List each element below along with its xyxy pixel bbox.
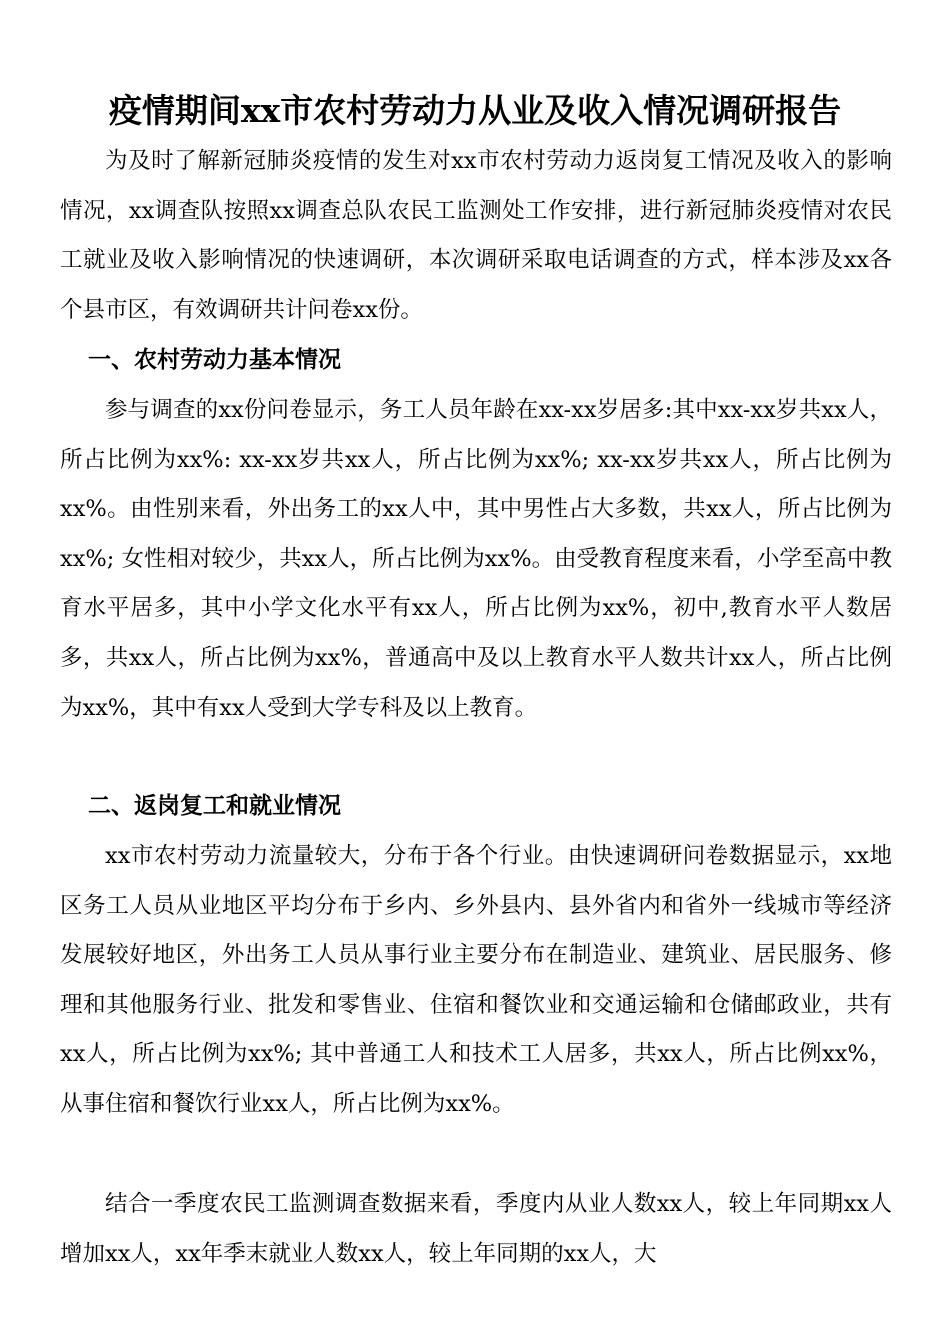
section1-paragraph: 参与调查的xx份问卷显示，务工人员年龄在xx-xx岁居多:其中xx-xx岁共xx人，所占比例为xx%: xx-xx岁共xx人，所占比例为xx%; xx-xx岁共xx人，所占比例为xx%。由性别来看，外出务工的xx人中，其中男性占大多数，共xx人，所占比例为xx%; 女性相对较少，共xx人，所占比例为xx%。由受教育程度来看，小学至高中教育水平居多，其中小学文化水平有xx人，所占比例为xx%，初中,教育水平人数居多，共xx人，所占比例为xx%，普通高中及以上教育水平人数共计xx人，所占比例为xx%，其中有xx人受到大学专科及以上教育。 — [60, 397, 892, 721]
document-title: 疫情期间xx市农村劳动力从业及收入情况调研报告 — [108, 91, 842, 131]
section-heading-basic-info: 一、农村劳动力基本情况 — [88, 347, 341, 373]
intro-paragraph: 为及时了解新冠肺炎疫情的发生对xx市农村劳动力返岗复工情况及收入的影响情况，xx调查队按照xx调查总队农民工监测处工作安排，进行新冠肺炎疫情对农民工就业及收入影响情况的快速调研，本次调研采取电话调查的方式，样本涉及xx各个县市区，有效调研共计问卷xx份。 — [60, 148, 892, 323]
section2-paragraph-quarterly: 结合一季度农民工监测调查数据来看，季度内从业人数xx人，较上年同期xx人增加xx人，xx年季末就业人数xx人，较上年同期的xx人，大 — [60, 1191, 892, 1267]
section2-paragraph-industries: xx市农村劳动力流量较大，分布于各个行业。由快速调研问卷数据显示，xx地区务工人员从业地区平均分布于乡内、乡外县内、县外省内和省外一线城市等经济发展较好地区，外出务工人员从事行业主要分布在制造业、建筑业、居民服务、修理和其他服务行业、批发和零售业、住宿和餐饮业和交通运输和仓储邮政业，共有xx人，所占比例为xx%; 其中普通工人和技术工人居多，共xx人，所占比例xx%，从事住宿和餐饮行业xx人，所占比例为xx%。 — [60, 843, 892, 1117]
section-heading-employment: 二、返岗复工和就业情况 — [88, 793, 341, 819]
